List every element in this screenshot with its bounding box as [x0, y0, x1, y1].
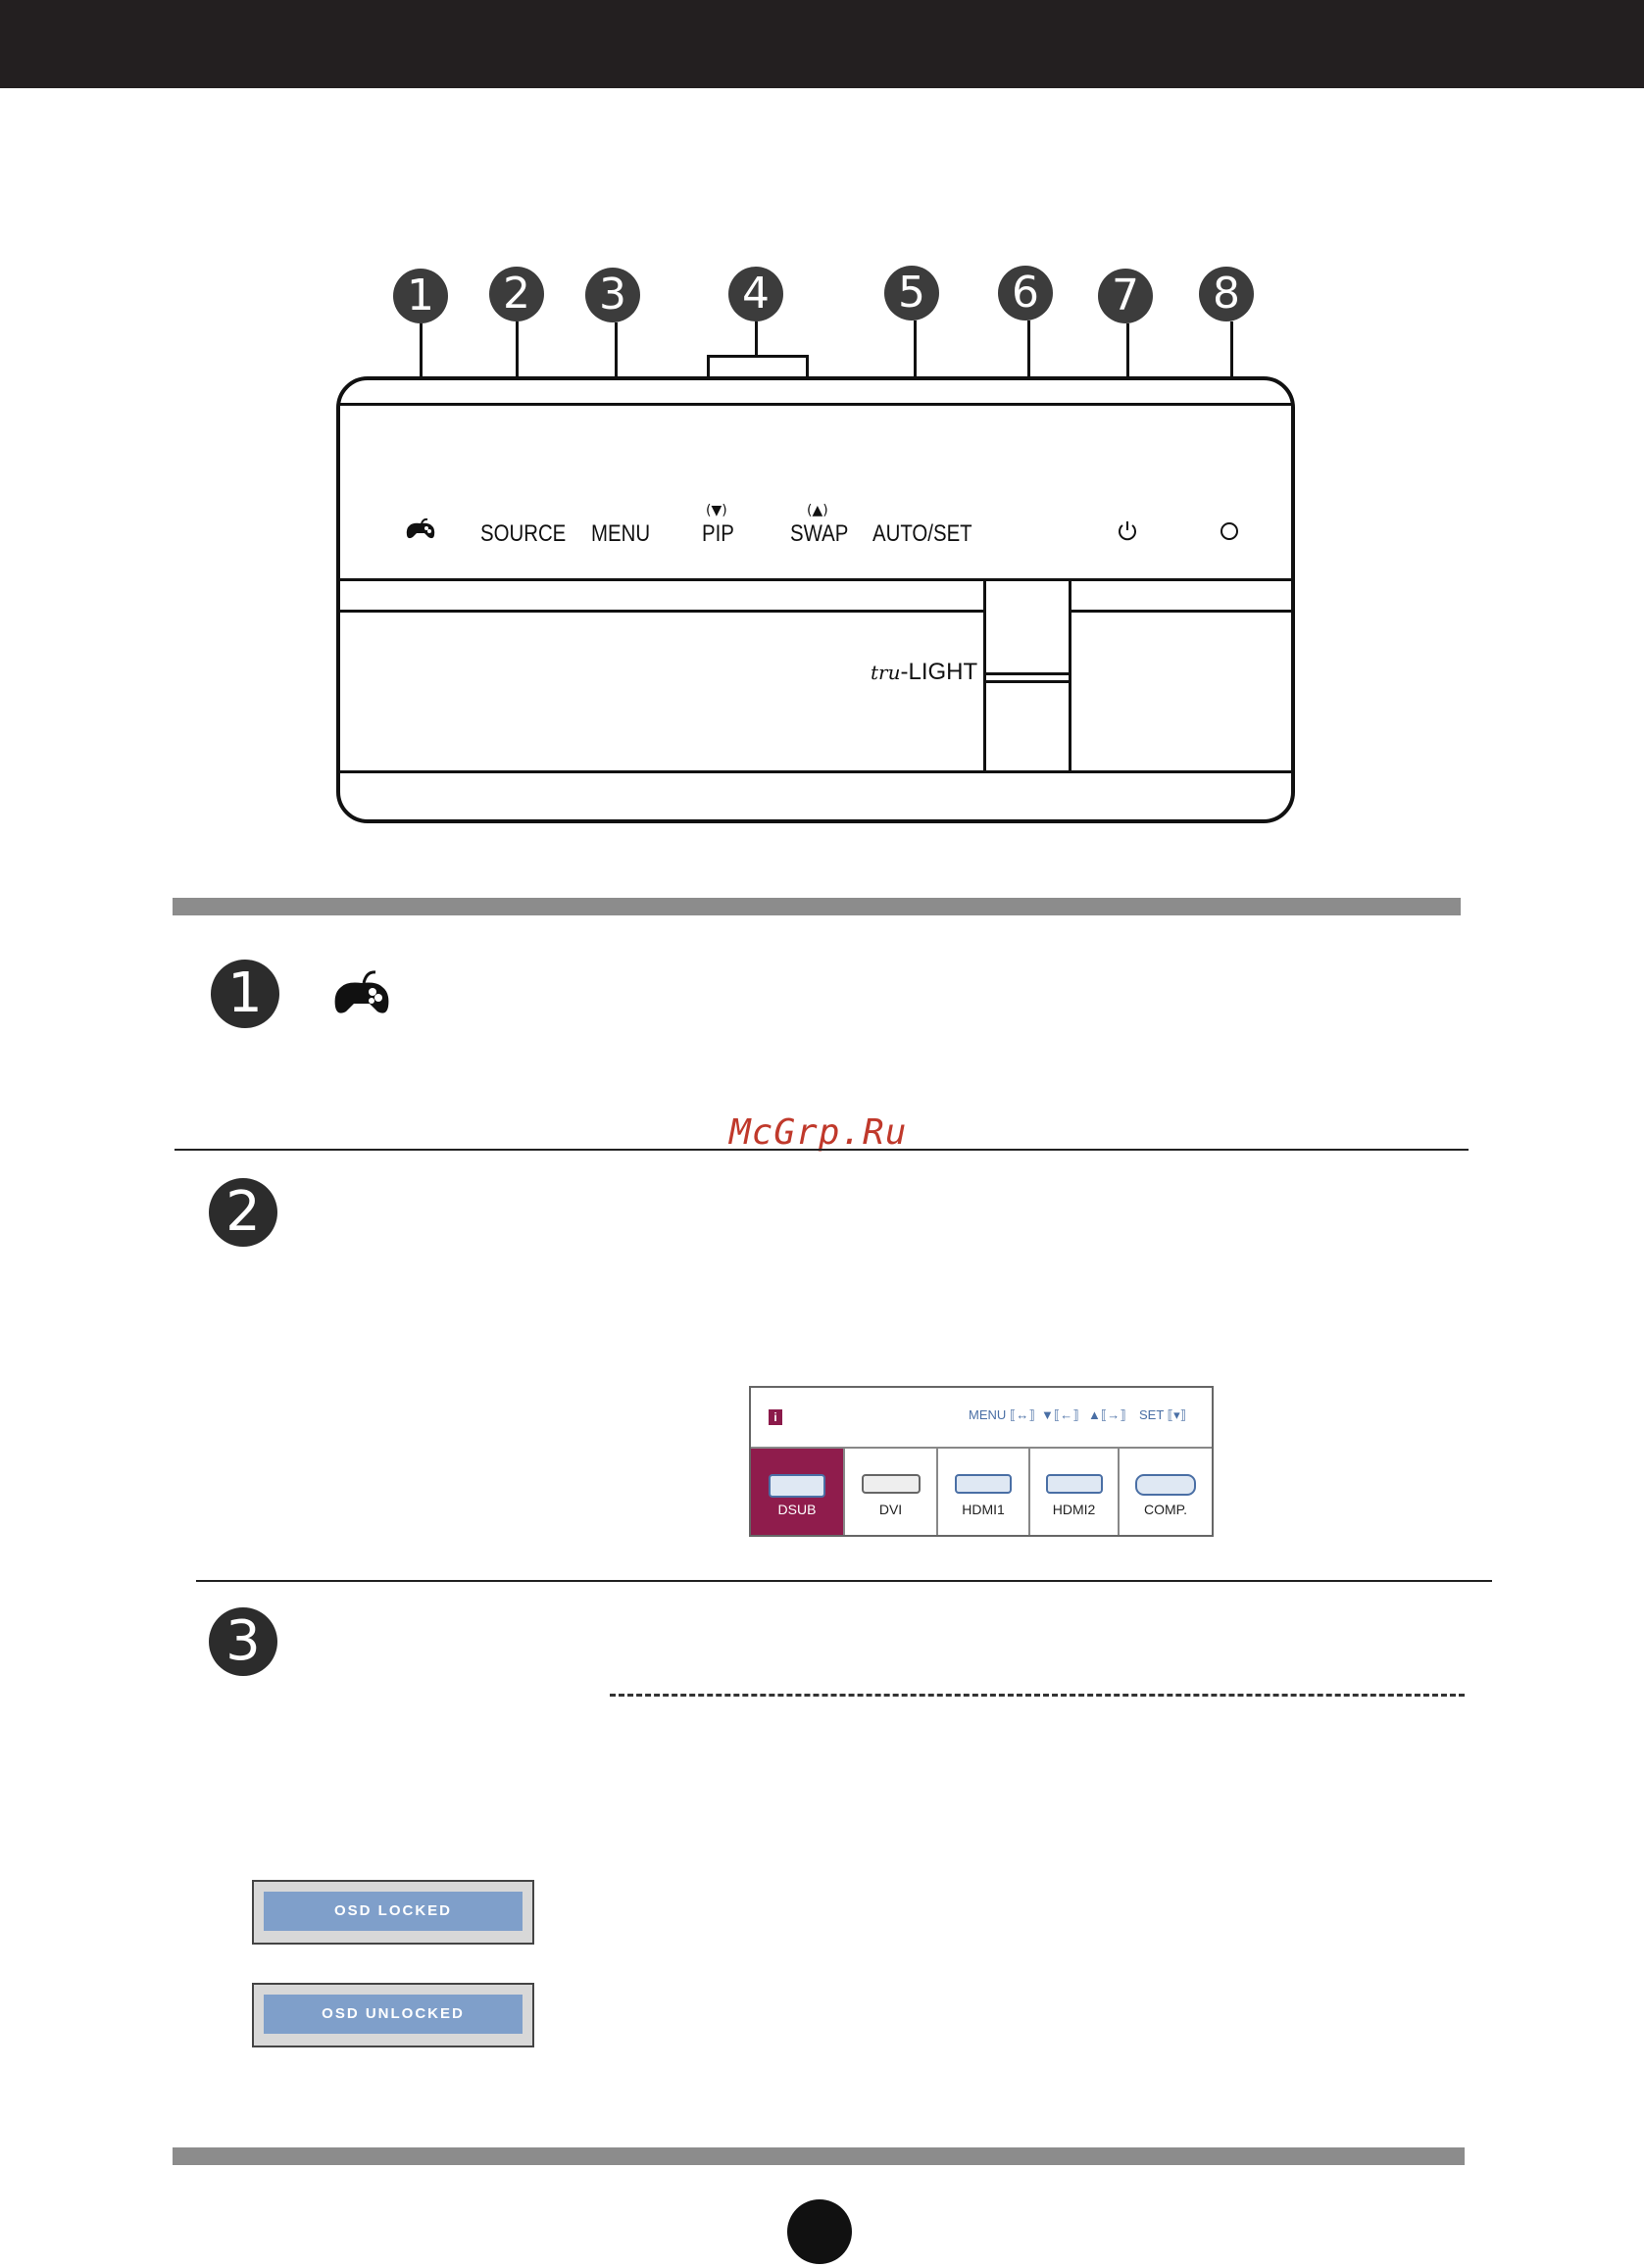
panel-top-line [339, 403, 1292, 406]
sensor-line [986, 672, 1069, 675]
callout-4: 4 [728, 267, 783, 321]
dvi-connector-icon [862, 1474, 921, 1494]
section-bar-top [173, 898, 1461, 915]
swap-button[interactable]: SWAP [790, 520, 849, 547]
panel-mid-line [339, 578, 1292, 581]
hint-set-label: SET [1139, 1407, 1165, 1422]
page-number-badge [787, 2199, 852, 2264]
auto-set-button[interactable]: AUTO/SET [872, 520, 972, 547]
osd-hint-set: SET ⟦▾⟧ [1139, 1407, 1187, 1422]
input-label: HDMI2 [1052, 1502, 1096, 1517]
panel-bevel-right [1071, 610, 1292, 613]
section-bar-bottom [173, 2147, 1465, 2165]
logo-text: -LIGHT [900, 659, 978, 685]
tru-light-logo [871, 659, 977, 686]
panel-bevel-left [339, 610, 983, 613]
menu-button[interactable]: MENU [591, 520, 651, 547]
callout-3: 3 [585, 268, 640, 322]
osd-hint-down: ▼⟦←⟧ [1041, 1407, 1079, 1422]
pip-button[interactable]: PIP [702, 520, 734, 547]
pip-down-arrow: (▼) [706, 503, 727, 518]
input-label: DSUB [777, 1502, 817, 1517]
callout-6: 6 [998, 266, 1053, 320]
input-hdmi1[interactable] [938, 1449, 1030, 1535]
gamepad-icon[interactable] [404, 517, 437, 540]
swap-up-arrow: (▲) [807, 503, 828, 518]
section-1-number: 1 [211, 960, 279, 1028]
component-connector-icon [1135, 1474, 1196, 1496]
header-bar [0, 0, 1644, 88]
section-2-number: 2 [209, 1178, 277, 1247]
input-select-osd [749, 1386, 1214, 1537]
callout-7: 7 [1098, 269, 1153, 323]
panel-bottom-line [339, 770, 1292, 773]
input-label: COMP. [1143, 1502, 1188, 1517]
callout-8: 8 [1199, 267, 1254, 321]
control-panel [336, 376, 1295, 823]
section-divider-1 [174, 1149, 1469, 1151]
osd-hint-menu: MENU ⟦↔⟧ [969, 1407, 1035, 1422]
hint-down-label: ▼ [1041, 1407, 1054, 1422]
watermark: McGrp.Ru [729, 1112, 908, 1153]
sensor-line-2 [986, 680, 1069, 683]
power-icon[interactable] [1117, 519, 1138, 541]
section-divider-2 [196, 1580, 1492, 1582]
osd-locked-text: OSD LOCKED [264, 1892, 523, 1931]
input-label: HDMI1 [962, 1502, 1005, 1517]
sensor-right-edge [1069, 578, 1071, 770]
osd-unlocked-message [252, 1983, 534, 2047]
hdmi1-connector-icon [955, 1474, 1012, 1494]
input-label: DVI [878, 1502, 903, 1517]
input-dsub[interactable] [751, 1449, 845, 1535]
input-dvi[interactable] [845, 1449, 938, 1535]
osd-unlocked-text: OSD UNLOCKED [264, 1995, 523, 2034]
callout-2: 2 [489, 267, 544, 321]
dashed-divider [610, 1694, 1465, 1697]
osd-hint-up: ▲⟦→⟧ [1088, 1407, 1126, 1422]
gamepad-icon [331, 965, 392, 1022]
osd-header [751, 1388, 1212, 1449]
hint-menu-label: MENU [969, 1407, 1007, 1422]
leader-line-4 [755, 321, 758, 356]
callout-1: 1 [393, 269, 448, 323]
dsub-connector-icon [769, 1474, 825, 1498]
callout-5: 5 [884, 266, 939, 320]
input-hdmi2[interactable] [1030, 1449, 1120, 1535]
input-comp[interactable] [1120, 1449, 1212, 1535]
circle-icon[interactable] [1220, 521, 1239, 541]
osd-locked-message [252, 1880, 534, 1945]
logo-italic: tru [871, 661, 901, 684]
info-icon: i [769, 1409, 782, 1425]
hdmi2-connector-icon [1046, 1474, 1103, 1494]
source-button[interactable]: SOURCE [480, 520, 567, 547]
leader-bracket-4 [707, 355, 809, 358]
section-3-number: 3 [209, 1607, 277, 1676]
hint-up-label: ▲ [1088, 1407, 1101, 1422]
